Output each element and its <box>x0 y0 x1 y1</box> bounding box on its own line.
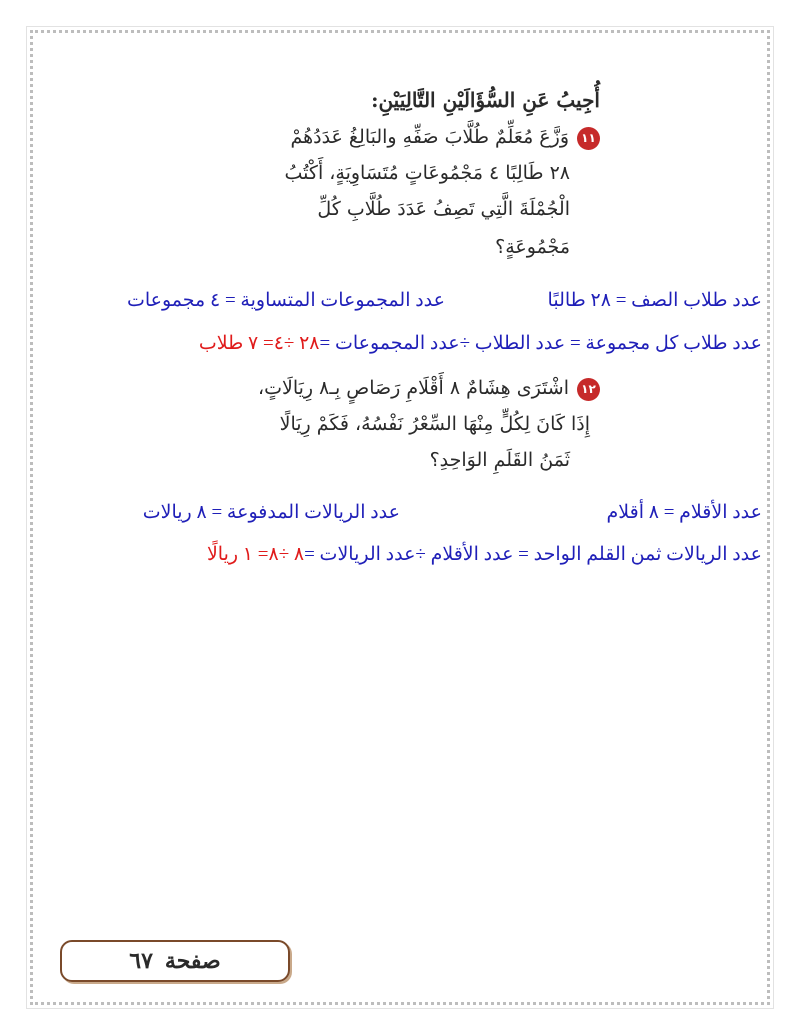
page-number-box <box>60 940 290 982</box>
answer-1-equation-text: عدد طلاب كل مجموعة = عدد الطلاب ÷عدد المجموعات = <box>319 333 762 354</box>
answer-2-riyals-paid: عدد الريالات المدفوعة = ٨ ريالات <box>142 502 400 523</box>
answer-1-class-students: عدد طلاب الصف = ٢٨ طالبًا <box>547 290 762 311</box>
question-1-text-1: وَزَّعَ مُعَلِّمٌ طُلَّابَ صَفِّهِ والبَالِغُ عَدَدُهُمْ <box>290 126 569 148</box>
question-1-line-1 <box>290 126 600 150</box>
answer-1-result: ٢٨ ÷٤= ٧ طلاب <box>198 333 320 354</box>
answer-1-equation <box>199 332 762 355</box>
question-1-line-3: الْجُمْلَةَ الَّتِي تَصِفُ عَدَدَ طُلَّابِ كُلِّ <box>317 198 570 220</box>
question-2-text-1: اشْتَرَى هِشَامٌ ٨ أَقْلَامِ رَصَاصٍ بِـ٨ رِيَالَاتٍ، <box>258 377 569 399</box>
question-1-line-4: مَجْمُوعَةٍ؟ <box>495 236 570 258</box>
page-number: ٦٧ <box>129 948 153 974</box>
answer-2-pen-count: عدد الأقلام = ٨ أقلام <box>606 502 762 523</box>
question-2-line-1 <box>258 377 600 401</box>
page-label: صفحة <box>164 948 221 974</box>
answer-1-group-count: عدد المجموعات المتساوية = ٤ مجموعات <box>126 290 445 311</box>
answer-2-result: ٨ ÷٨= ١ ريالًا <box>206 544 305 565</box>
question-2-line-2: إِذَا كَانَ لِكُلٍّ مِنْهَا السِّعْرُ نَفْسُهُ، فَكَمْ رِيَالًا <box>279 413 590 435</box>
question-2-line-3: ثَمَنُ القَلَمِ الوَاحِدِ؟ <box>429 449 570 471</box>
question-1-line-2: ٢٨ طَالِبًا ٤ مَجْمُوعَاتٍ مُتَسَاوِيَةٍ، أَكْتُبُ <box>284 162 570 184</box>
answer-2-equation-text: عدد الريالات ثمن القلم الواحد = عدد الأقلام ÷عدد الريالات = <box>304 544 762 565</box>
question-2-number-badge: ١٢ <box>577 378 600 401</box>
answer-2-equation <box>207 543 762 566</box>
instructions-heading: أُجِيبُ عَنِ السُّؤَالَيْنِ التَّالِيَيْنِ: <box>371 88 600 112</box>
question-1-number-badge: ١١ <box>577 127 600 150</box>
